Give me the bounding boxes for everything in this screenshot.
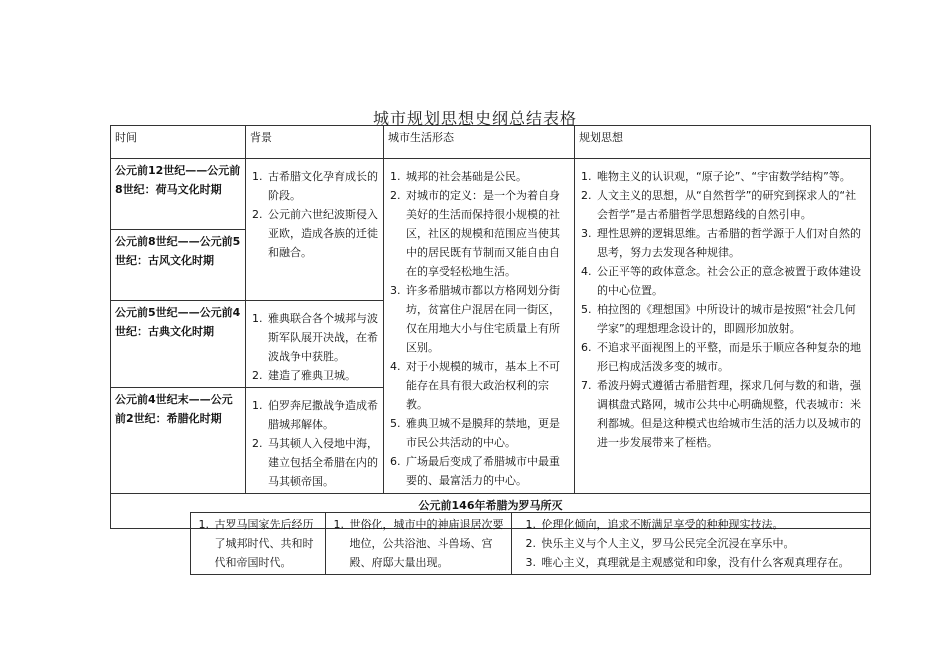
list-item: 2. 公元前六世纪波斯侵入亚欧，造成各族的迁徙和融合。 — [266, 205, 379, 262]
list-item: 5. 柏拉图的《理想国》中所设计的城市是按照“社会几何学家”的理想理念设计的，即圆形加放射。 — [595, 300, 866, 338]
list-item: 3. 理性思辨的逻辑思维。古希腊的哲学源于人们对自然的思考，努力去发现各种规律。 — [595, 224, 866, 262]
list-item: 2. 快乐主义与个人主义，罗马公民完全沉浸在享乐中。 — [540, 534, 866, 553]
table-row — [111, 159, 871, 230]
list-item: 3. 唯心主义，真理就是主观感觉和印象，没有什么客观真理存在。 — [540, 553, 866, 572]
list-item: 1. 世俗化，城市中的神庙退居次要地位，公共浴池、斗兽场、宫殿、府邸大量出现。 — [348, 515, 507, 572]
list-item: 1. 伦理化倾向，追求不断满足享受的种种现实技法。 — [540, 515, 866, 534]
header-row — [111, 126, 871, 159]
list-item: 2. 建造了雅典卫城。 — [266, 366, 379, 385]
list-item: 6. 广场最后变成了希腊城市中最重要的、最富活力的中心。 — [404, 452, 570, 490]
period-classical: 公元前5世纪——公元前4世纪：古典文化时期 — [111, 301, 246, 388]
blank-cell — [110, 513, 190, 575]
list-item: 2. 马其顿人入侵地中海，建立包括全希腊在内的马其顿帝国。 — [266, 434, 379, 491]
list-item: 3. 许多希腊城市都以方格网划分街坊，贫富住户混居在同一街区，仅在用地大小与住宅质量上有所区别。 — [404, 281, 570, 357]
background-cell-c — [246, 388, 384, 494]
header-background: 背景 — [246, 126, 384, 159]
thought-cell — [575, 159, 871, 494]
period-hellenistic: 公元前4世纪末——公元前2世纪：希腊化时期 — [111, 388, 246, 494]
list-item: 7. 希波丹姆式遵循古希腊哲理，探求几何与数的和谐，强调棋盘式路网，城市公共中心明确规整，代表城市：米利都城。但是这种模式也给城市生活的活力以及城市的进一步发展带来了桎梏。 — [595, 376, 866, 452]
list-item: 1. 城邦的社会基础是公民。 — [404, 167, 570, 186]
list-item: 1. 古希腊文化孕育成长的阶段。 — [266, 167, 379, 205]
rome-background-cell — [190, 513, 325, 575]
banner-text: 公元前146年希腊为罗马所灭 — [418, 499, 563, 512]
list-item: 4. 公正平等的政体意念。社会公正的意念被置于政体建设的中心位置。 — [595, 262, 866, 300]
page-title: 城市规划思想史纲总结表格 — [372, 109, 577, 128]
rome-life-cell — [325, 513, 511, 575]
period-archaic: 公元前8世纪——公元前5世纪：古风文化时期 — [111, 230, 246, 301]
rome-table — [110, 512, 871, 575]
rome-thought-cell — [511, 513, 870, 575]
list-item: 2. 人文主义的思想，从“自然哲学”的研究到探求人的“社会哲学”是古希腊哲学思想路线的自然引申。 — [595, 186, 866, 224]
background-cell-b — [246, 301, 384, 388]
background-cell-a — [246, 159, 384, 301]
list-item: 2. 对城市的定义：是一个为着自身美好的生活而保持很小规模的社区，社区的规模和范围应当使其中的居民既有节制而又能自由自在的享受轻松地生活。 — [404, 186, 570, 281]
list-item: 1. 雅典联合各个城邦与波斯军队展开决战，在希波战争中获胜。 — [266, 309, 379, 366]
summary-table — [110, 125, 871, 529]
list-item: 1. 唯物主义的认识观，“原子论”、“宇宙数学结构”等。 — [595, 167, 866, 186]
list-item: 1. 伯罗奔尼撒战争造成希腊城邦解体。 — [266, 396, 379, 434]
list-item: 5. 雅典卫城不是膜拜的禁地，更是市民公共活动的中心。 — [404, 414, 570, 452]
header-life: 城市生活形态 — [384, 126, 575, 159]
life-cell — [384, 159, 575, 494]
table-row — [110, 513, 870, 575]
header-thought: 规划思想 — [575, 126, 871, 159]
list-item: 6. 不追求平面视图上的平整，而是乐于顺应各种复杂的地形已构成活泼多变的城市。 — [595, 338, 866, 376]
period-homer: 公元前12世纪——公元前8世纪：荷马文化时期 — [111, 159, 246, 230]
list-item: 4. 对于小规模的城市，基本上不可能存在具有很大政治权利的宗教。 — [404, 357, 570, 414]
list-item: 1. 古罗马国家先后经历了城邦时代、共和时代和帝国时代。 — [213, 515, 321, 572]
header-time: 时间 — [111, 126, 246, 159]
